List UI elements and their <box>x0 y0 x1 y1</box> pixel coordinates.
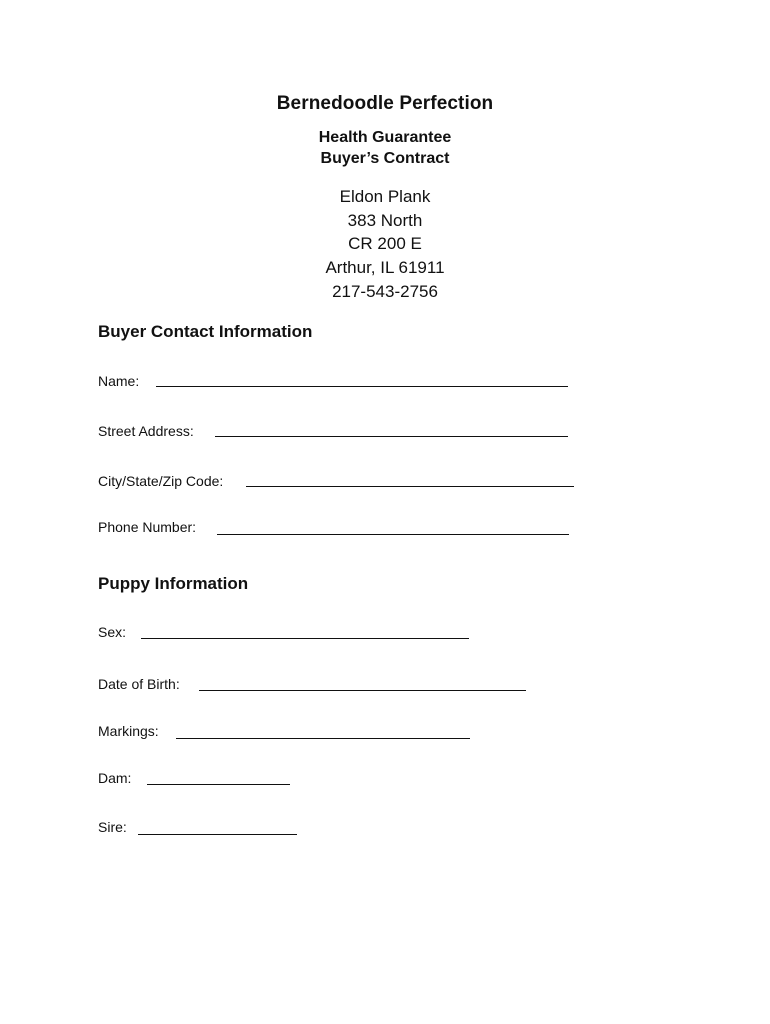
seller-phone: 217-543-2756 <box>332 282 438 301</box>
buyer-name-label: Name: <box>98 373 140 389</box>
buyer-phone-number-label: Phone Number: <box>98 519 197 535</box>
doc-title-line1: Health Guarantee <box>318 129 452 146</box>
buyer-street-address-label: Street Address: <box>98 423 194 439</box>
puppy-date-of-birth-label: Date of Birth: <box>98 676 180 692</box>
doc-title-line2: Buyer’s Contract <box>320 150 450 167</box>
buyer-city-state-zip-field[interactable] <box>246 486 574 487</box>
puppy-information-heading: Puppy Information <box>98 574 249 593</box>
puppy-markings-label: Markings: <box>98 723 159 739</box>
buyer-street-address-field[interactable] <box>215 436 568 437</box>
puppy-markings-field[interactable] <box>176 738 470 739</box>
seller-name: Eldon Plank <box>339 187 431 206</box>
buyer-contact-heading: Buyer Contact Information <box>98 322 313 341</box>
buyer-name-field[interactable] <box>156 386 568 387</box>
seller-road: CR 200 E <box>348 234 422 253</box>
buyer-phone-number-field[interactable] <box>217 534 569 535</box>
puppy-sex-field[interactable] <box>141 638 469 639</box>
puppy-dam-label: Dam: <box>98 770 132 786</box>
puppy-dam-field[interactable] <box>147 784 290 785</box>
puppy-sex-label: Sex: <box>98 624 127 640</box>
seller-city-state-zip: Arthur, IL 61911 <box>325 258 445 277</box>
puppy-date-of-birth-field[interactable] <box>199 690 526 691</box>
seller-street: 383 North <box>347 211 423 230</box>
buyer-city-state-zip-label: City/State/Zip Code: <box>98 473 224 489</box>
puppy-sire-label: Sire: <box>98 819 127 835</box>
puppy-sire-field[interactable] <box>138 834 297 835</box>
business-name: Bernedoodle Perfection <box>276 93 494 114</box>
